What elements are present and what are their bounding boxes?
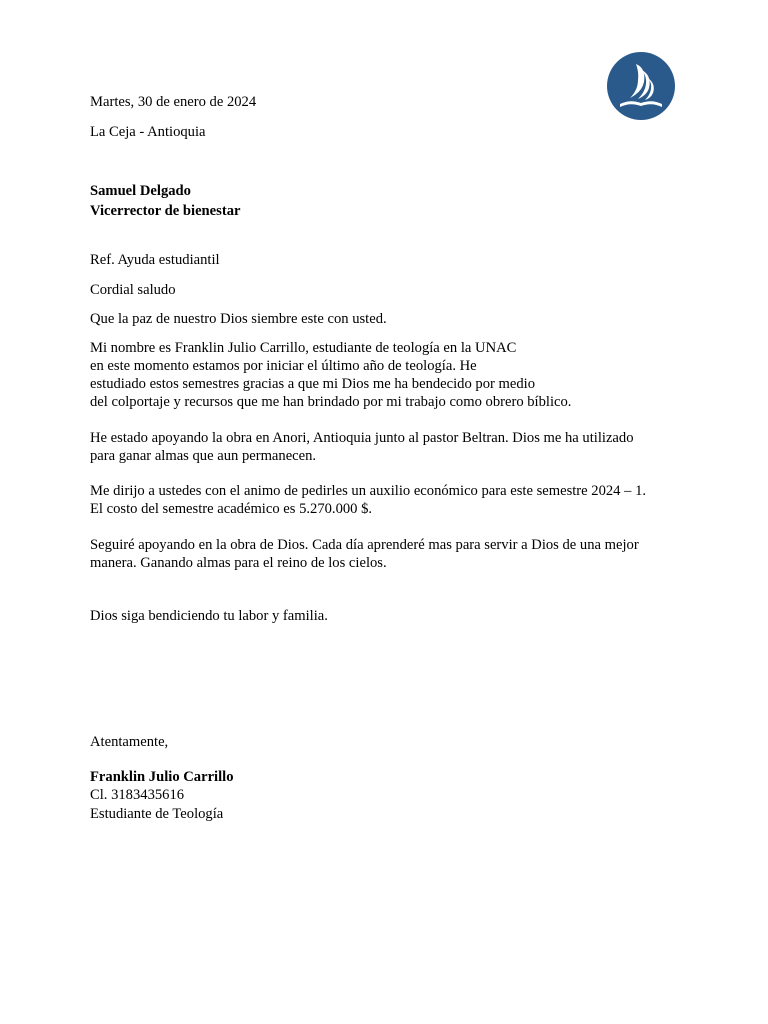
signer-name: Franklin Julio Carrillo	[90, 769, 234, 785]
paragraph-line: para ganar almas que aun permanecen.	[90, 448, 317, 464]
paragraph-introduction	[90, 339, 710, 411]
signer-id: Cl. 3183435616	[90, 787, 185, 803]
recipient-name: Samuel Delgado	[90, 183, 191, 199]
paragraph-ministry	[90, 429, 710, 465]
valediction: Atentamente,	[90, 734, 169, 750]
paragraph-line: estudiado estos semestres gracias a que mi Dios me ha bendecido por medio	[90, 376, 535, 392]
paragraph-line: El costo del semestre académico es 5.270.000 $.	[90, 501, 373, 517]
letter-place: La Ceja - Antioquia	[90, 124, 206, 140]
signer-role: Estudiante de Teología	[90, 806, 224, 822]
paragraph-line: del colportaje y recursos que me han brindado por mi trabajo como obrero bíblico.	[90, 394, 572, 410]
paragraph-commitment	[90, 536, 710, 572]
blessing-line: Que la paz de nuestro Dios siembre este con usted.	[90, 311, 387, 327]
recipient-title: Vicerrector de bienestar	[90, 203, 241, 219]
paragraph-line: Seguiré apoyando en la obra de Dios. Cada día aprenderé mas para servir a Dios de una mejor	[90, 537, 639, 553]
letter-date: Martes, 30 de enero de 2024	[90, 94, 257, 110]
paragraph-request	[90, 482, 710, 518]
paragraph-line: Mi nombre es Franklin Julio Carrillo, estudiante de teología en la UNAC	[90, 340, 517, 356]
closing-blessing: Dios siga bendiciendo tu labor y familia.	[90, 608, 328, 624]
greeting: Cordial saludo	[90, 282, 176, 298]
paragraph-line: en este momento estamos por iniciar el último año de teología. He	[90, 358, 477, 374]
paragraph-line: He estado apoyando la obra en Anori, Antioquia junto al pastor Beltran. Dios me ha utilizado	[90, 430, 634, 446]
reference-line: Ref. Ayuda estudiantil	[90, 252, 220, 268]
paragraph-line: Me dirijo a ustedes con el animo de pedirles un auxilio económico para este semestre 2024 – 1.	[90, 483, 647, 499]
paragraph-line: manera. Ganando almas para el reino de los cielos.	[90, 555, 387, 571]
church-logo-icon	[606, 50, 676, 122]
